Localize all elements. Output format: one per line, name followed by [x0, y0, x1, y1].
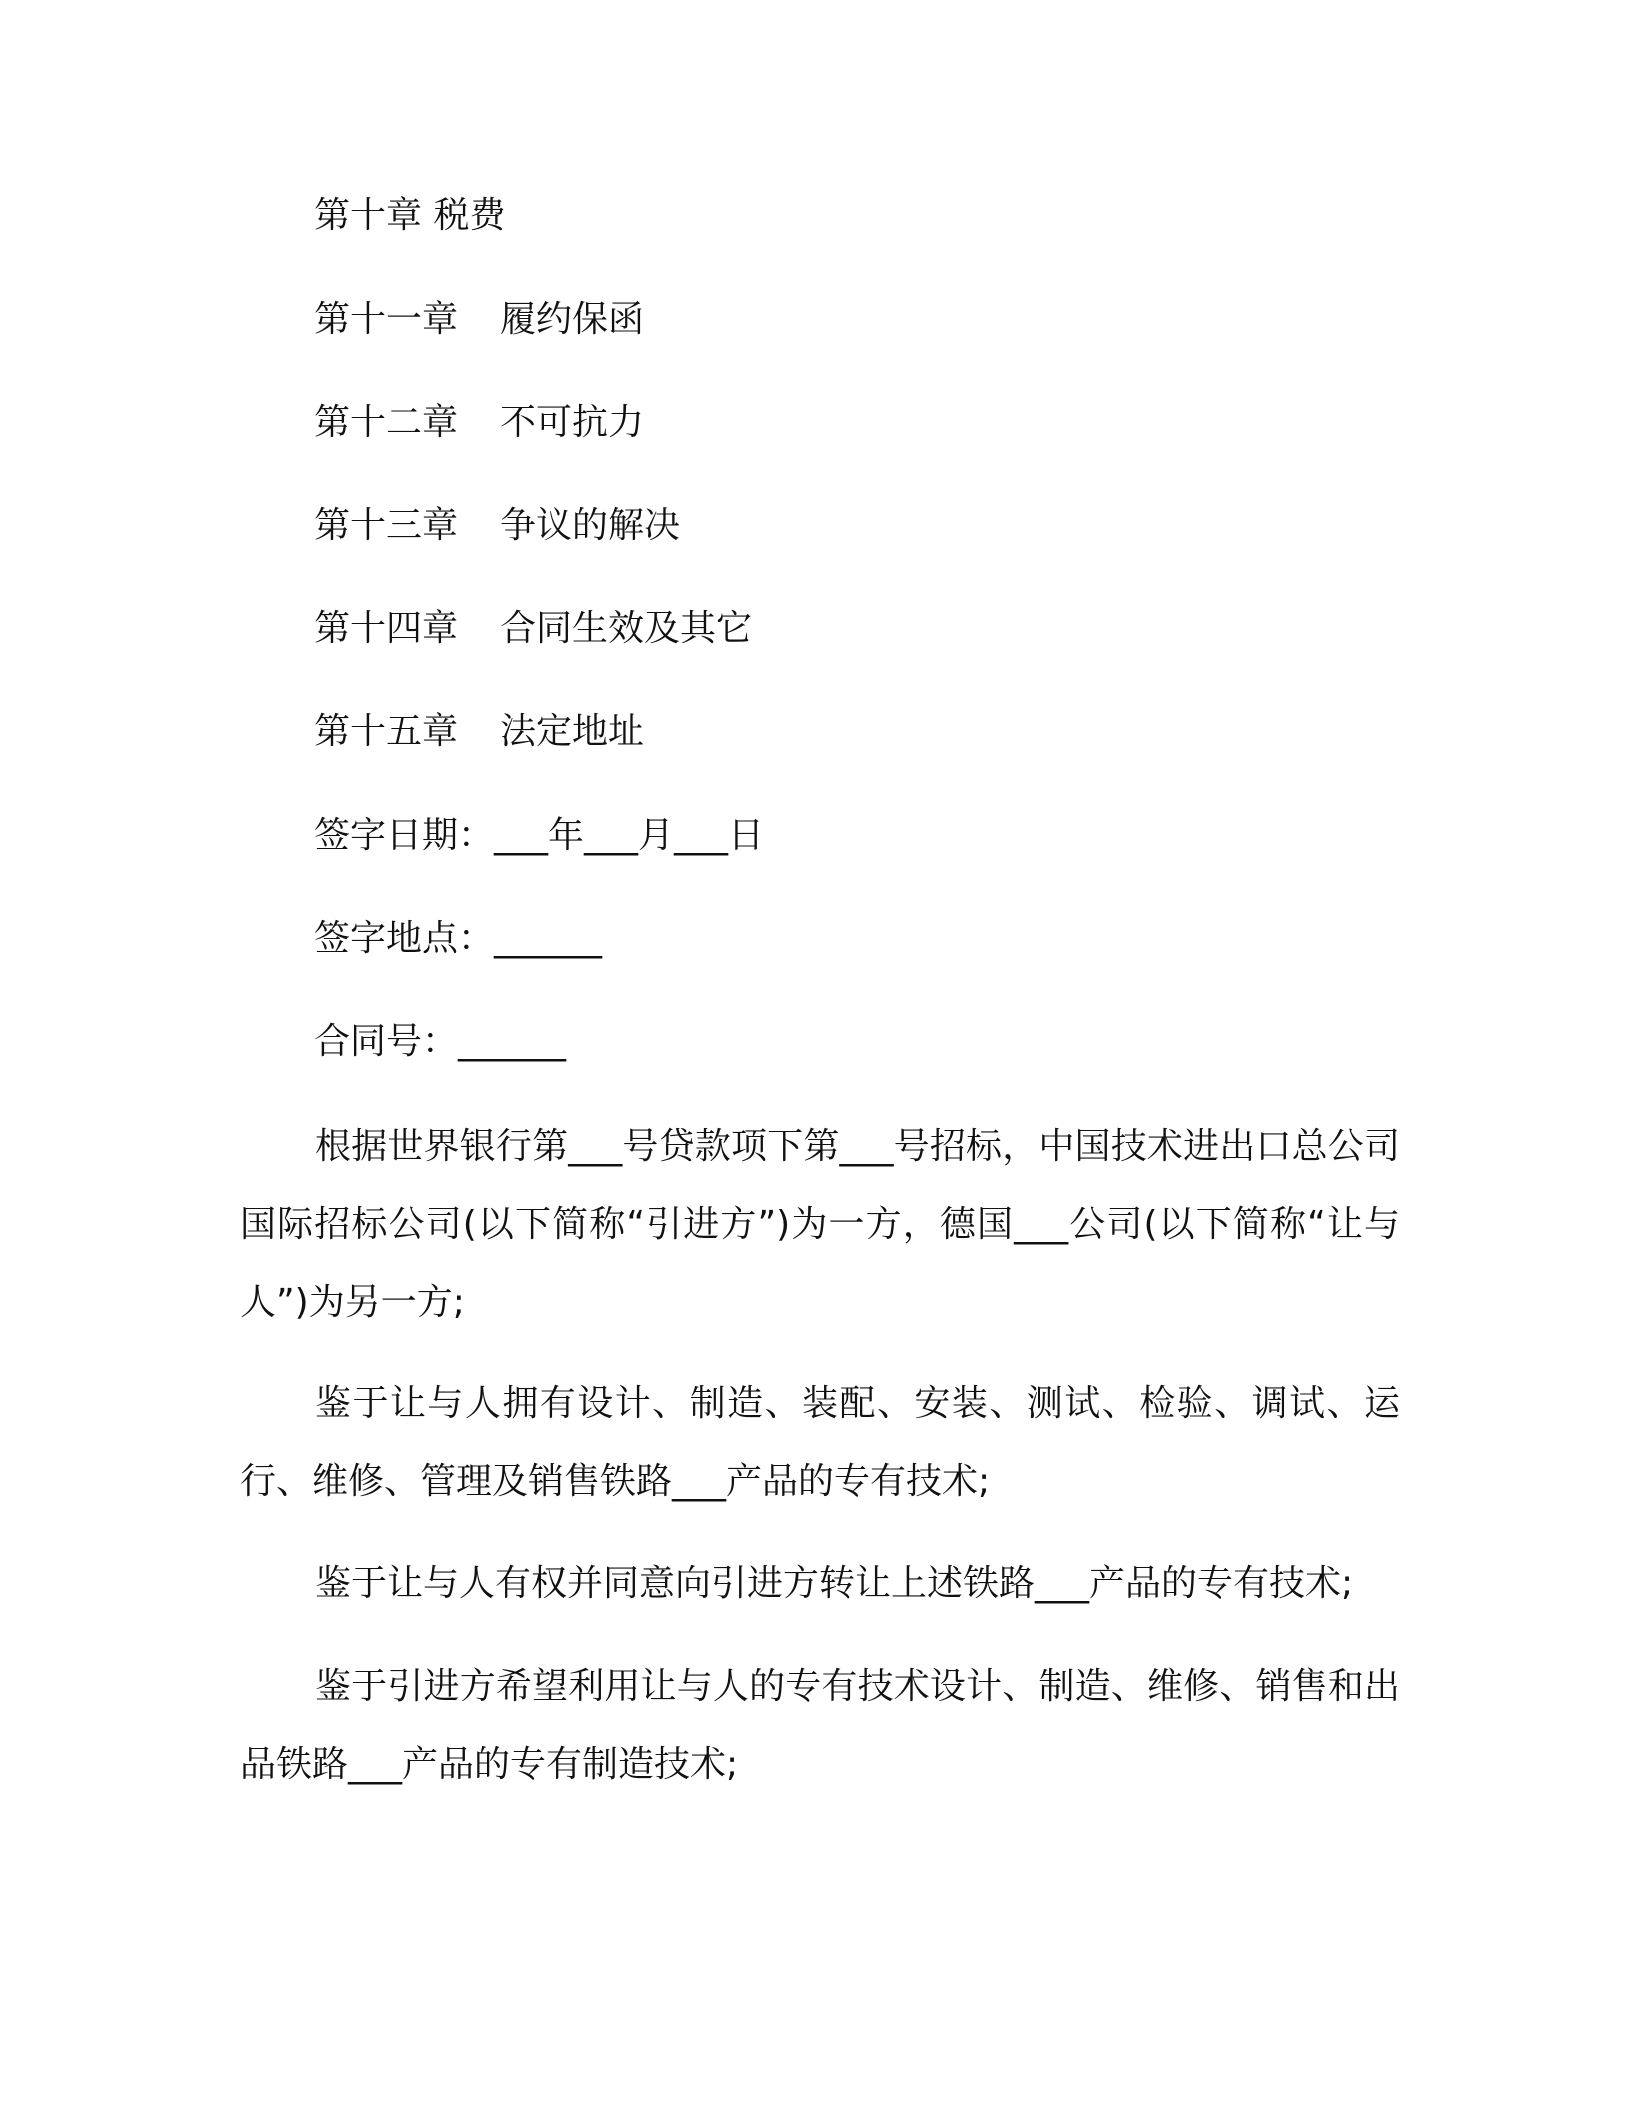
toc-chapter-title: 法定地址	[500, 711, 645, 752]
recital-paragraph-1: 鉴于让与人拥有设计、制造、装配、安装、测试、检验、调试、运行、维修、管理及销售铁路___产品的专有技术;	[240, 1383, 1400, 1502]
toc-chapter-title: 不可抗力	[500, 402, 645, 443]
toc-chapter-title: 合同生效及其它	[500, 608, 753, 649]
toc-chapter-number: 第十一章	[314, 299, 459, 340]
recital-paragraph-3: 鉴于引进方希望利用让与人的专有技术设计、制造、维修、销售和出品铁路___产品的专有制造技术;	[240, 1666, 1400, 1785]
toc-entry-13	[314, 504, 680, 548]
toc-entry-11	[314, 298, 644, 342]
signing-date-field: 签字日期：___年___月___日	[314, 815, 765, 856]
toc-chapter-number: 第十四章	[314, 608, 459, 649]
toc-chapter-title: 税费	[433, 195, 506, 236]
toc-chapter-number: 第十五章	[314, 711, 459, 752]
recital-paragraph-2: 鉴于让与人有权并同意向引进方转让上述铁路___产品的专有技术;	[315, 1563, 1354, 1604]
preamble-paragraph: 根据世界银行第___号贷款项下第___号招标，中国技术进出口总公司国际招标公司(以下简称“引进方”)为一方，德国___公司(以下简称“让与人”)为另一方;	[240, 1126, 1400, 1323]
contract-number-field: 合同号：______	[314, 1021, 567, 1062]
toc-entry-15	[314, 710, 644, 754]
toc-chapter-title: 履约保函	[500, 299, 645, 340]
toc-entry-12	[314, 401, 644, 445]
toc-chapter-number: 第十三章	[314, 505, 459, 546]
toc-entry-10	[314, 194, 505, 238]
toc-chapter-number: 第十二章	[314, 402, 459, 443]
toc-chapter-title: 争议的解决	[500, 505, 681, 546]
toc-entry-14	[314, 607, 752, 651]
toc-chapter-number: 第十章	[314, 195, 423, 236]
signing-place-field: 签字地点：______	[314, 918, 603, 959]
